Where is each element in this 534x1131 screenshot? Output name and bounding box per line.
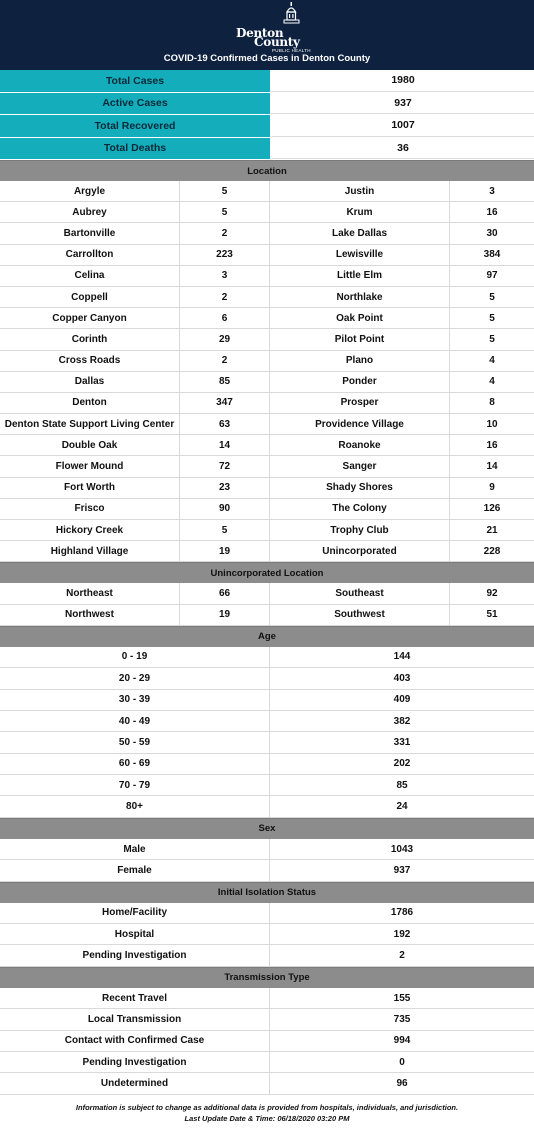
isolation-table — [0, 903, 534, 967]
section-heading-isolation: Initial Isolation Status — [0, 882, 534, 903]
location-name: Providence Village — [270, 414, 450, 434]
location-name: Northeast — [0, 583, 180, 603]
case-count: 5 — [489, 291, 495, 303]
case-count: 2 — [180, 287, 270, 307]
row-label: Pending Investigation — [0, 945, 270, 965]
table-row — [0, 414, 534, 435]
sex-table — [0, 839, 534, 882]
location-name: Coppell — [0, 287, 180, 307]
case-count: 85 — [180, 372, 270, 392]
logo-text-denton: Denton — [236, 26, 284, 40]
table-row — [0, 541, 534, 562]
row-label: 50 - 59 — [0, 732, 270, 752]
table-row — [0, 839, 534, 860]
case-count: 4 — [489, 376, 495, 388]
row-value: 24 — [396, 801, 408, 813]
summary-value: 937 — [270, 93, 534, 115]
case-count: 126 — [483, 503, 501, 515]
row-value: 96 — [396, 1078, 408, 1090]
case-count: 8 — [489, 397, 495, 409]
table-row — [0, 393, 534, 414]
row-label: 40 - 49 — [0, 711, 270, 731]
location-name: Bartonville — [0, 223, 180, 243]
case-count: 4 — [489, 355, 495, 367]
table-row — [0, 499, 534, 520]
case-count: 5 — [489, 333, 495, 345]
location-name: Justin — [270, 181, 450, 201]
table-row — [0, 647, 534, 668]
location-name: Dallas — [0, 372, 180, 392]
page-header — [0, 0, 534, 70]
location-name: Oak Point — [270, 308, 450, 328]
section-heading-sex: Sex — [0, 818, 534, 839]
logo-text-county: County — [254, 35, 300, 49]
row-label: Hospital — [0, 924, 270, 944]
section-heading-age: Age — [0, 626, 534, 647]
row-value: 937 — [393, 864, 411, 876]
table-row — [0, 860, 534, 881]
summary-row-total-cases — [0, 70, 534, 93]
row-value: 1043 — [390, 843, 414, 855]
table-row — [0, 308, 534, 329]
row-value: 409 — [393, 694, 411, 706]
table-row — [0, 583, 534, 604]
row-value: 0 — [399, 1056, 405, 1068]
row-label: 80+ — [0, 796, 270, 816]
location-name: Prosper — [270, 393, 450, 413]
case-count: 223 — [180, 245, 270, 265]
case-count: 14 — [486, 461, 498, 473]
case-count: 6 — [180, 308, 270, 328]
location-name: Denton State Support Living Center — [0, 414, 180, 434]
row-value: 331 — [393, 737, 411, 748]
case-count: 14 — [180, 435, 270, 455]
table-row — [0, 690, 534, 711]
row-value: 403 — [393, 672, 411, 684]
summary-value: 1007 — [270, 115, 534, 137]
location-name: Sanger — [270, 456, 450, 476]
row-value: 994 — [393, 1035, 411, 1047]
table-row — [0, 435, 534, 456]
table-row — [0, 329, 534, 350]
case-count: 2 — [180, 223, 270, 243]
location-name: Highland Village — [0, 541, 180, 561]
row-value: 202 — [393, 758, 411, 770]
location-name: Lewisville — [270, 245, 450, 265]
row-label: Male — [0, 839, 270, 859]
summary-value: 1980 — [270, 70, 534, 92]
location-name: Fort Worth — [0, 478, 180, 498]
table-row — [0, 202, 534, 223]
row-label: Contact with Confirmed Case — [0, 1031, 270, 1051]
row-value: 192 — [393, 928, 411, 940]
row-value: 144 — [393, 651, 411, 663]
footer-disclaimer: Information is subject to change as additional data is provided from hospitals, individuals, and jurisdiction. — [75, 1102, 459, 1112]
location-name: Pilot Point — [270, 329, 450, 349]
footer — [0, 1095, 534, 1124]
location-name: Denton — [0, 393, 180, 413]
location-name: Celina — [0, 266, 180, 286]
case-count: 5 — [180, 202, 270, 222]
case-count: 19 — [180, 541, 270, 561]
location-name: Double Oak — [0, 435, 180, 455]
table-row — [0, 266, 534, 287]
case-count: 228 — [483, 545, 501, 557]
row-value: 85 — [396, 779, 408, 791]
table-row — [0, 732, 534, 753]
location-name: Shady Shores — [270, 478, 450, 498]
location-name: The Colony — [270, 499, 450, 519]
summary-row-active-cases — [0, 93, 534, 116]
case-count: 5 — [489, 312, 495, 324]
summary-row-total-recovered — [0, 115, 534, 138]
row-label: Recent Travel — [0, 988, 270, 1008]
row-value: 155 — [393, 992, 411, 1004]
row-label: Pending Investigation — [0, 1052, 270, 1072]
location-name: Lake Dallas — [270, 223, 450, 243]
location-name: Krum — [270, 202, 450, 222]
location-name: Plano — [270, 351, 450, 371]
location-name: Frisco — [0, 499, 180, 519]
table-row — [0, 1073, 534, 1094]
row-value: 382 — [393, 715, 411, 727]
section-heading-unincorporated: Unincorporated Location — [0, 562, 534, 583]
case-count: 51 — [486, 609, 498, 621]
location-name: Northlake — [270, 287, 450, 307]
location-name: Southwest — [270, 605, 450, 625]
case-count: 384 — [483, 249, 501, 261]
table-row — [0, 520, 534, 541]
row-label: 70 - 79 — [0, 775, 270, 795]
table-row — [0, 711, 534, 732]
table-row — [0, 903, 534, 924]
table-row — [0, 988, 534, 1009]
table-row — [0, 796, 534, 817]
page-title: COVID-19 Confirmed Cases in Denton County — [163, 53, 371, 64]
row-label: Female — [0, 860, 270, 880]
footer-last-update: Last Update Date & Time: 06/18/2020 03:20 PM — [184, 1113, 350, 1123]
location-name: Trophy Club — [270, 520, 450, 540]
case-count: 347 — [180, 393, 270, 413]
case-count: 19 — [180, 605, 270, 625]
location-name: Hickory Creek — [0, 520, 180, 540]
section-heading-transmission: Transmission Type — [0, 967, 534, 988]
row-value: 735 — [393, 1013, 411, 1025]
case-count: 10 — [486, 418, 498, 430]
location-name: Cross Roads — [0, 351, 180, 371]
location-name: Roanoke — [270, 435, 450, 455]
transmission-table — [0, 988, 534, 1095]
case-count: 29 — [180, 329, 270, 349]
table-row — [0, 605, 534, 626]
table-row — [0, 668, 534, 689]
summary-label: Active Cases — [0, 93, 270, 115]
table-row — [0, 1031, 534, 1052]
case-count: 97 — [486, 270, 498, 282]
courthouse-icon — [281, 2, 303, 28]
summary-label: Total Cases — [0, 70, 270, 92]
location-name: Unincorporated — [270, 541, 450, 561]
case-count: 9 — [489, 482, 495, 494]
summary-value: 36 — [270, 138, 534, 160]
location-name: Southeast — [270, 583, 450, 603]
section-heading-location: Location — [0, 160, 534, 181]
table-row — [0, 754, 534, 775]
location-name: Ponder — [270, 372, 450, 392]
table-row — [0, 181, 534, 202]
case-count: 23 — [180, 478, 270, 498]
location-name: Argyle — [0, 181, 180, 201]
case-count: 16 — [486, 206, 498, 218]
table-row — [0, 245, 534, 266]
location-name: Little Elm — [270, 266, 450, 286]
summary-table — [0, 70, 534, 160]
row-label: Undetermined — [0, 1073, 270, 1093]
summary-row-total-deaths — [0, 138, 534, 161]
case-count: 3 — [489, 185, 495, 197]
table-row — [0, 372, 534, 393]
case-count: 16 — [486, 439, 498, 451]
row-value: 2 — [399, 950, 405, 962]
table-row — [0, 478, 534, 499]
location-name: Carrollton — [0, 245, 180, 265]
table-row — [0, 1009, 534, 1030]
table-row — [0, 924, 534, 945]
location-name: Corinth — [0, 329, 180, 349]
row-label: 0 - 19 — [0, 647, 270, 667]
case-count: 30 — [486, 227, 498, 239]
row-label: 30 - 39 — [0, 690, 270, 710]
location-name: Aubrey — [0, 202, 180, 222]
summary-label: Total Deaths — [0, 138, 270, 160]
table-row — [0, 945, 534, 966]
case-count: 66 — [180, 583, 270, 603]
summary-label: Total Recovered — [0, 115, 270, 137]
table-row — [0, 1052, 534, 1073]
case-count: 5 — [180, 520, 270, 540]
location-name: Flower Mound — [0, 456, 180, 476]
row-label: 60 - 69 — [0, 754, 270, 774]
case-count: 5 — [180, 181, 270, 201]
table-row — [0, 223, 534, 244]
table-row — [0, 456, 534, 477]
case-count: 92 — [486, 587, 498, 599]
unincorporated-table — [0, 583, 534, 625]
location-table — [0, 181, 534, 562]
row-label: Local Transmission — [0, 1009, 270, 1029]
row-label: Home/Facility — [0, 903, 270, 923]
row-label: 20 - 29 — [0, 668, 270, 688]
table-row — [0, 351, 534, 372]
table-row — [0, 287, 534, 308]
age-table — [0, 647, 534, 818]
row-value: 1786 — [390, 907, 414, 919]
case-count: 3 — [180, 266, 270, 286]
case-count: 90 — [180, 499, 270, 519]
location-name: Copper Canyon — [0, 308, 180, 328]
case-count: 72 — [180, 456, 270, 476]
case-count: 63 — [180, 414, 270, 434]
case-count: 21 — [486, 524, 498, 536]
logo-text-public-health: PUBLIC HEALTH — [272, 48, 311, 53]
denton-county-logo — [0, 2, 534, 53]
case-count: 2 — [180, 351, 270, 371]
table-row — [0, 775, 534, 796]
location-name: Northwest — [0, 605, 180, 625]
